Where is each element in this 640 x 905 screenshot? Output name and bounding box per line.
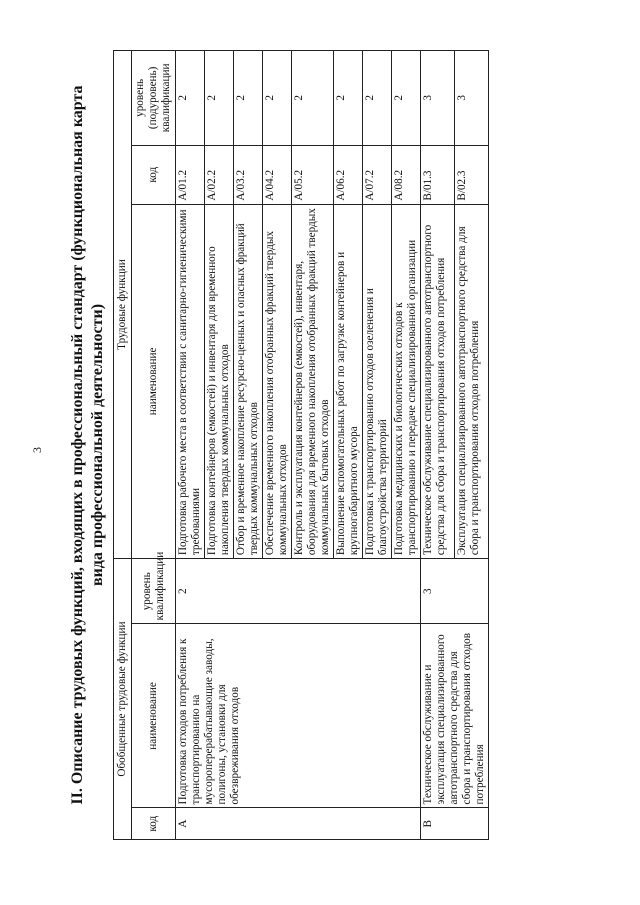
lf-name: Техническое обслуживание специализированного автотранспортного средства для сбора и транспортирования отходов потребления	[421, 204, 455, 559]
header-lf-level: уровень (подуровень) квалификации	[132, 51, 176, 146]
lf-code: A/05.2	[292, 145, 334, 204]
page-number: 3	[30, 447, 44, 453]
gen-code: А	[176, 808, 421, 840]
functional-map-table	[113, 50, 489, 840]
section-title: II. Описание трудовых функций, входящих в профессиональный стандарт (функциональная карта вида профессиональной деятельности)	[69, 85, 106, 805]
lf-name: Эксплуатация специализированного автотранспортного средства для сбора и транспортирования отходов потребления	[455, 204, 489, 559]
header-generalized: Обобщенные трудовые функции	[114, 559, 132, 840]
header-lf-code: код	[132, 145, 176, 204]
lf-code: A/01.2	[176, 145, 205, 204]
lf-name: Отбор и временное накопление ресурсно-ценных и опасных фракций твердых коммунальных отходов	[234, 204, 263, 559]
lf-code: A/02.2	[205, 145, 234, 204]
lf-name: Подготовка медицинских и биологических отходов к транспортированию и передаче специализированной организации	[392, 204, 421, 559]
lf-name: Контроль и эксплуатация контейнеров (емкостей), инвентаря, оборудования для временного накопления отобранных фракций твердых коммунальных бытовых отходов	[292, 204, 334, 559]
lf-level: 2	[292, 51, 334, 146]
header-gen-level: уровень квалификации	[132, 559, 176, 624]
header-gen-code: код	[132, 808, 176, 840]
lf-name: Подготовка контейнеров (емкостей) и инвентаря для временного накопления твердых коммунальных отходов	[205, 204, 234, 559]
lf-level: 2	[205, 51, 234, 146]
lf-name: Выполнение вспомогательных работ по загрузке контейнеров и крупногабаритного мусора	[334, 204, 363, 559]
lf-code: A/08.2	[392, 145, 421, 204]
lf-level: 3	[455, 51, 489, 146]
header-row-sub	[132, 51, 176, 840]
gen-code: В	[421, 808, 489, 840]
lf-name: Обеспечение временного накопления отобранных фракций твердых коммунальных отходов	[263, 204, 292, 559]
lf-name: Подготовка рабочего места в соответствии с санитарно-гигиеническими требованиями	[176, 204, 205, 559]
lf-level: 2	[392, 51, 421, 146]
lf-code: A/04.2	[263, 145, 292, 204]
header-labor: Трудовые функции	[114, 51, 132, 559]
gen-name: Подготовка отходов потребления к транспортированию на мусороперерабатывающие заводы, полигоны, установки для обезвреживания отходов	[176, 624, 421, 808]
gen-name: Техническое обслуживание и эксплуатация специализированного автотранспортного средства для сбора и транспортирования отходов потребления	[421, 624, 489, 808]
lf-code: A/06.2	[334, 145, 363, 204]
lf-code: B/02.3	[455, 145, 489, 204]
header-lf-name: наименование	[132, 204, 176, 559]
header-gen-name: наименование	[132, 624, 176, 808]
lf-code: A/07.2	[363, 145, 392, 204]
lf-name: Подготовка к транспортированию отходов озеленения и благоустройства территорий	[363, 204, 392, 559]
lf-level: 2	[176, 51, 205, 146]
lf-level: 3	[421, 51, 455, 146]
lf-level: 2	[334, 51, 363, 146]
lf-level: 2	[263, 51, 292, 146]
lf-level: 2	[363, 51, 392, 146]
lf-code: B/01.3	[421, 145, 455, 204]
header-row-top	[114, 51, 132, 840]
gen-level: 3	[421, 559, 489, 624]
lf-level: 2	[234, 51, 263, 146]
lf-code: A/03.2	[234, 145, 263, 204]
table-row	[421, 51, 455, 840]
gen-level: 2	[176, 559, 421, 624]
table-row	[176, 51, 205, 840]
